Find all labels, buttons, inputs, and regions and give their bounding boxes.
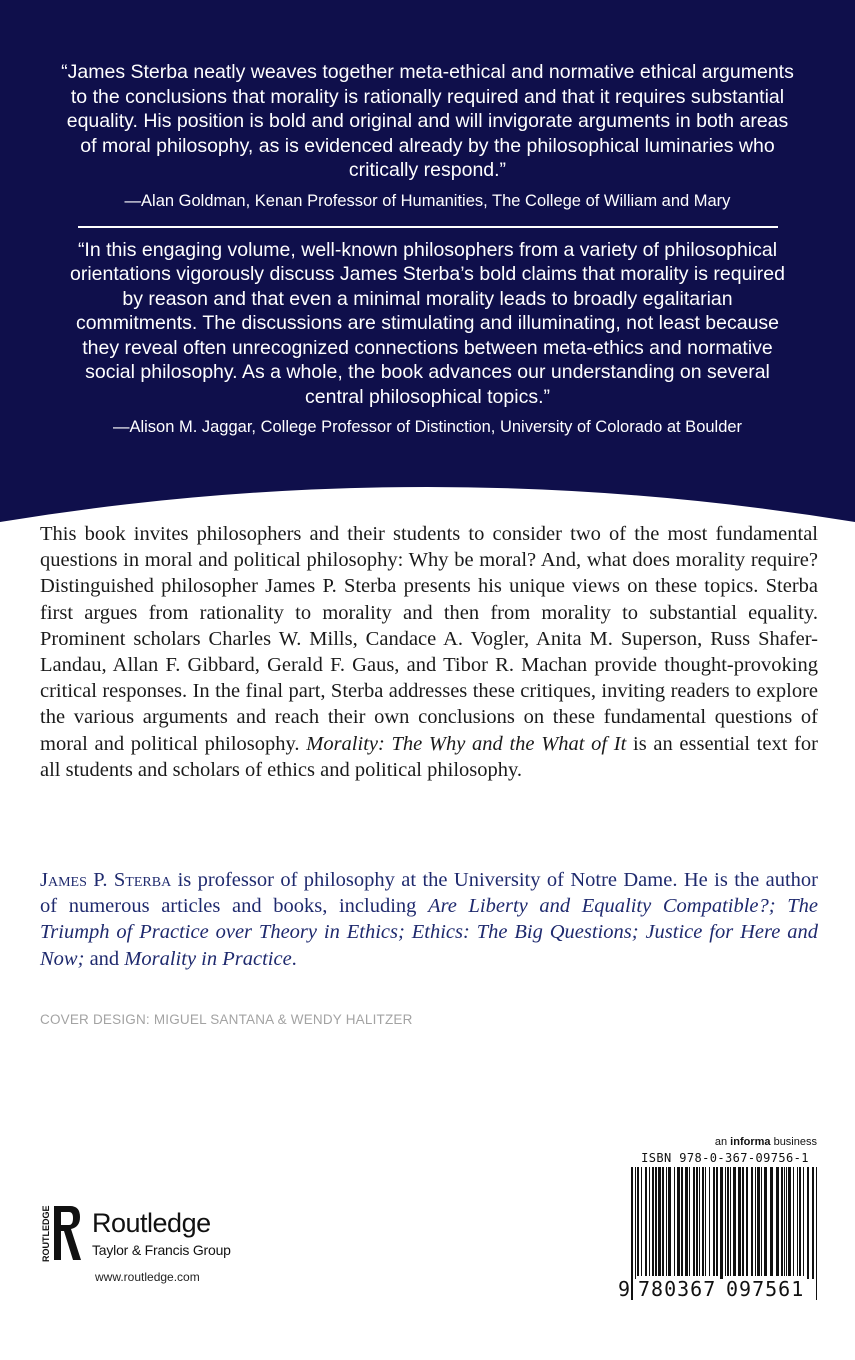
routledge-vertical-wordmark: ROUTLEDGE <box>41 1205 51 1262</box>
barcode-bar <box>761 1167 762 1279</box>
barcode-bar <box>755 1167 756 1279</box>
barcode-bar <box>641 1167 642 1279</box>
barcode-bar <box>666 1167 667 1279</box>
barcode-bar <box>713 1167 715 1279</box>
barcode-bar <box>693 1167 695 1279</box>
barcode-bar <box>812 1167 814 1279</box>
barcode-bar <box>637 1167 639 1279</box>
barcode-bar <box>797 1167 798 1279</box>
barcode-bar <box>757 1167 760 1279</box>
barcode-bar <box>705 1167 706 1279</box>
barcode-bar <box>733 1167 736 1279</box>
barcode-bar <box>727 1167 729 1279</box>
barcode-bar <box>677 1167 680 1279</box>
author-name: James P. Sterba <box>40 869 172 891</box>
barcode-digit-group-1: 780367 <box>638 1277 717 1301</box>
barcode-bar <box>674 1167 675 1279</box>
barcode-digits <box>618 1276 823 1302</box>
blurb-band <box>0 0 855 530</box>
barcode-bar <box>689 1167 690 1279</box>
barcode-digit-first: 9 <box>618 1277 631 1301</box>
blurb-attribution-1: —Alan Goldman, Kenan Professor of Humanities, The College of William and Mary <box>124 191 731 210</box>
barcode-bar <box>720 1167 723 1279</box>
informa-tagline <box>715 1136 817 1148</box>
barcode-bar <box>803 1167 804 1279</box>
barcode-bar <box>742 1167 744 1279</box>
author-bio-text-2: and <box>84 947 125 970</box>
barcode-bar <box>662 1167 664 1279</box>
cover-design-credit: COVER DESIGN: MIGUEL SANTANA & WENDY HALITZER <box>40 1012 413 1027</box>
publisher-name: Routledge <box>92 1208 211 1238</box>
informa-prefix: an <box>714 1136 731 1148</box>
barcode-bar <box>764 1167 767 1279</box>
barcode-bar <box>781 1167 783 1279</box>
barcode-bar <box>658 1167 661 1279</box>
barcode-bar <box>635 1167 636 1279</box>
author-book-title-last: Morality in Practice <box>124 947 292 970</box>
informa-wordmark: informa <box>730 1136 771 1148</box>
author-bio <box>40 867 818 972</box>
barcode-bar <box>784 1167 785 1279</box>
barcode-bar <box>716 1167 718 1279</box>
barcode-bar <box>770 1167 773 1279</box>
barcode-bar <box>699 1167 700 1279</box>
barcode-bar <box>793 1167 794 1279</box>
description-body: This book invites philosophers and their students to consider two of the most fundamental questions in moral and political philosophy: Why be moral? And, what does morality require? Distinguished philosopher James P. Sterba presents his unique views on these topics. Sterba first argues from rationality to morality and then from morality to substantial equality. Prominent scholars Charles W. Mills, Candace A. Vogler, Anita M. Superson, Russ Shafer-Landau, Allan F. Gibbard, Gerald F. Gaus, and Tibor R. Machan provide thought-provoking critical responses. In the final part, Sterba addresses these critiques, inviting readers to explore the various arguments and reach their own conclusions on these fundamental questions of moral and political philosophy. <box>40 523 818 755</box>
barcode-bar <box>776 1167 779 1279</box>
routledge-logo-icon <box>40 1202 82 1264</box>
barcode-bar <box>645 1167 647 1279</box>
barcode-digit-group-2: 097561 <box>726 1277 805 1301</box>
publisher-block <box>40 1200 300 1290</box>
barcode-bar <box>738 1167 741 1279</box>
blurb-quote-2: “In this engaging volume, well-known philosophers from a variety of philosophical orientations vigorously discuss James Sterba’s bold claims that morality is required by reason and that even a minimal morality leads to broadly egalitarian commitments. The discussions are stimulating and illuminating, not least because they reveal often unrecognized connections between meta-ethics and normative social philosophy. As a whole, the book advances our understanding on several central philosophical topics.” <box>70 238 785 408</box>
barcode-bar <box>709 1167 710 1279</box>
barcode-bar <box>655 1167 657 1279</box>
barcode-bar <box>649 1167 650 1279</box>
informa-suffix: business <box>770 1136 817 1148</box>
description-closing: is an essential text for all students and scholars of ethics and political philosophy. <box>40 732 818 781</box>
blurb-divider <box>78 226 778 228</box>
description-book-title: Morality: The Why and the What of It <box>306 732 627 755</box>
author-book-titles: Are Liberty and Equality Compatible?; The Triumph of Practice over Theory in Ethics; Ethics: The Big Questions; Justice for Here and Now; <box>40 895 818 970</box>
barcode-bar <box>786 1167 787 1279</box>
publisher-url: www.routledge.com <box>95 1270 200 1284</box>
barcode-bar <box>751 1167 753 1279</box>
barcode-bar <box>788 1167 791 1279</box>
barcode-bar <box>685 1167 688 1279</box>
barcode-bar <box>702 1167 704 1279</box>
barcode-bar <box>668 1167 671 1279</box>
barcode-bar <box>730 1167 731 1279</box>
blurb-attribution-2: —Alison M. Jaggar, College Professor of Distinction, University of Colorado at Boulder <box>112 418 743 436</box>
barcode-bar <box>652 1167 654 1279</box>
barcode-bar <box>799 1167 801 1279</box>
blurb-quote-1: “James Sterba neatly weaves together meta-ethical and normative ethical arguments to the conclusions that morality is rationally required and that it requires substantial equality. His position is bold and original and will invigorate arguments in both areas of moral philosophy, as is evidenced already by the philosophical luminaries who critically respond.” <box>61 61 794 181</box>
barcode-bar <box>746 1167 748 1279</box>
barcode-bar <box>696 1167 698 1279</box>
isbn-label: ISBN 978-0-367-09756-1 <box>641 1151 809 1165</box>
author-bio-text-1: is professor of philosophy at the University of Notre Dame. He is the author of numerous articles and books, including <box>40 869 818 918</box>
author-bio-text-3: . <box>291 947 297 970</box>
barcode-bar <box>807 1167 809 1279</box>
publisher-group: Taylor & Francis Group <box>92 1242 231 1258</box>
book-description <box>40 521 818 783</box>
barcode-bar <box>681 1167 683 1279</box>
blurbs <box>60 60 795 438</box>
